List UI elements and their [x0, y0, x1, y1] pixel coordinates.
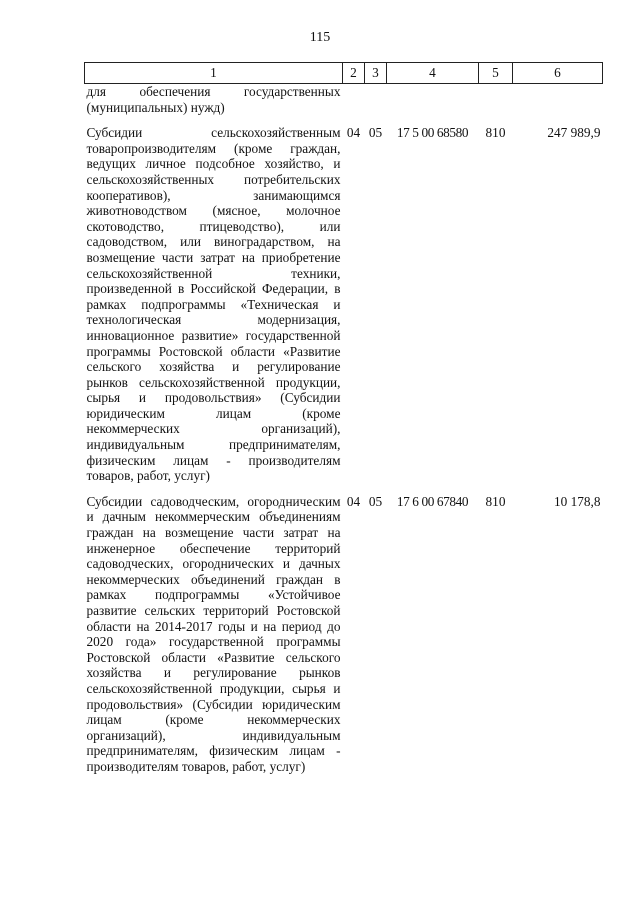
table-row [85, 125, 603, 484]
page-number: 115 [309, 30, 331, 45]
row-amount: 10 178,8 [553, 493, 601, 509]
row-section: 04 [346, 125, 361, 141]
header-col-5: 5 [479, 63, 513, 84]
budget-table [84, 62, 603, 775]
row-subsection: 05 [368, 125, 383, 141]
row-amount [513, 84, 603, 116]
row-target-code: 17 5 00 68580 [396, 125, 469, 141]
header-col-3: 3 [365, 63, 387, 84]
row-description: Субсидии сельскохозяйственным товаропроизводителям (кроме граждан, ведущих личное подсобное хозяйство, и сельскохозяйственных потребительских кооперативов), занимающимся животноводством (мясное, молочное скотоводство, птицеводство), или садоводством, или виноградарством, на возмещение части затрат на приобретение сельскохозяйственной техники, произведенной в Российской Федерации, в рамках подпрограммы «Техническая и технологическая модернизация, инновационное развитие» государственной программы Ростовской области «Развитие сельского хозяйства и регулирование рынков сельскохозяйственной продукции, сырья и продовольствия» (Субсидии юридическим лицам (кроме некоммерческих организаций), индивидуальным предпринимателям, физическим лицам - производителям товаров, работ, услуг) [86, 125, 341, 484]
row-description: для обеспечения государственных (муниципальных) нужд) [86, 84, 341, 115]
header-col-2: 2 [343, 63, 365, 84]
row-target-code: 17 6 00 67840 [396, 493, 469, 509]
table-header [85, 63, 603, 84]
row-subsection: 05 [368, 493, 383, 509]
row-expense-type: 810 [485, 125, 506, 141]
header-col-4: 4 [387, 63, 479, 84]
row-description: Субсидии садоводческим, огородническим и дачным некоммерческим объединениям граждан на возмещение части затрат на инженерное обеспечение территорий садоводческих, огороднических и дачных некоммерческих объединений граждан в рамках подпрограммы «Устойчивое развитие сельских территорий Ростовской области на 2014-2017 годы и на период до 2020 года» государственной программы Ростовской области «Развитие сельского хозяйства и регулирование рынков сельскохозяйственной продукции, сырья и продовольствия» (Субсидии юридическим лицам (кроме некоммерческих организаций), индивидуальным предпринимателям, физическим лицам - производителям товаров, работ, услуг) [86, 493, 341, 774]
row-expense-type [479, 84, 513, 116]
row-amount: 247 989,9 [547, 125, 601, 141]
row-target-code [387, 84, 479, 116]
row-expense-type: 810 [485, 493, 506, 509]
header-col-1: 1 [85, 63, 343, 84]
header-col-6: 6 [513, 63, 603, 84]
row-subsection [365, 84, 387, 116]
row-section [343, 84, 365, 116]
table-row [85, 84, 603, 116]
table-row [85, 494, 603, 775]
row-section: 04 [346, 493, 361, 509]
